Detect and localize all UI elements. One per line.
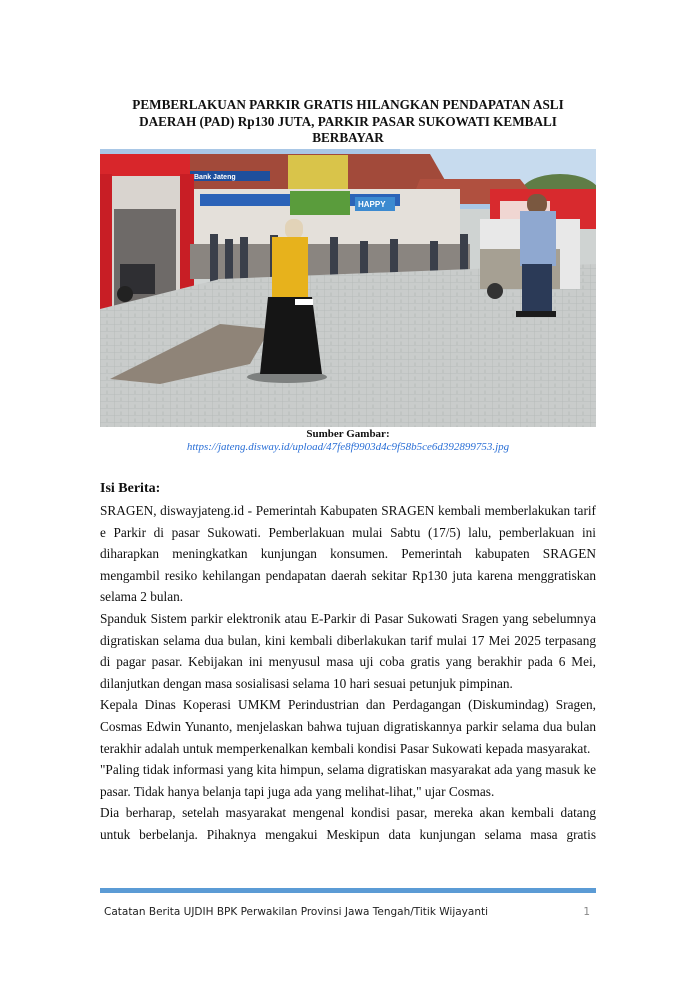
- image-source-link[interactable]: https://jateng.disway.id/upload/47fe8f9903d4c9f58b5ce6d392899753.jpg: [186, 441, 510, 453]
- paragraph: "Paling tidak informasi yang kita himpun, selama digratiskan masyarakat ada yang masuk ke pasar. Tidak hanya belanja tapi juga ada yang melihat-lihat," ujar Cosmas.: [100, 762, 596, 799]
- title-line-1: PEMBERLAKUAN PARKIR GRATIS HILANGKAN PENDAPATAN ASLI: [132, 97, 564, 112]
- footer-divider: [100, 888, 596, 893]
- news-photo: [100, 149, 596, 427]
- paragraph: Kepala Dinas Koperasi UMKM Perindustrian dan Perdagangan (Diskumindag) Sragen, Cosmas Edwin Yunanto, menjelaskan bahwa tujuan digratiskannya parkir selama dua bulan terakhir adalah untuk memperkenalkan kembali kondisi Pasar Sukowati kepada masyarakat.: [100, 697, 596, 756]
- title-line-3: BERBAYAR: [312, 130, 384, 145]
- footer-credit: Catatan Berita UJDIH BPK Perwakilan Provinsi Jawa Tengah/Titik Wijayanti: [104, 906, 489, 918]
- section-heading: Isi Berita:: [100, 481, 161, 496]
- article-title: [100, 97, 596, 147]
- image-source-label: Sumber Gambar:: [306, 428, 390, 440]
- article-body: [100, 500, 596, 846]
- shop-banner: [290, 191, 350, 215]
- title-line-2: DAERAH (PAD) Rp130 JUTA, PARKIR PASAR SUKOWATI KEMBALI: [139, 113, 557, 129]
- signboard-text: Bank Jateng: [194, 174, 236, 181]
- paragraph: Spanduk Sistem parkir elektronik atau E-Parkir di Pasar Sukowati Sragen yang sebelumnya digratiskan selama dua bulan, kini kembali diberlakukan tarif mulai 17 Mei 2025 terpasang di pagar pasar. Kebijakan ini menyusul masa uji coba gratis yang berakhir pada 6 Mei, dilanjutkan dengan masa sosialisasi selama 10 hari sesuai petunjuk pimpinan.: [100, 610, 596, 691]
- page-number: 1: [583, 906, 590, 918]
- paragraph: Dia berharap, setelah masyarakat mengenal kondisi pasar, mereka akan kembali datang untuk berbelanja. Pihaknya mengakui Meskipun data kunjungan selama masa gratis: [100, 805, 596, 842]
- paragraph: SRAGEN, diswayjateng.id - Pemerintah Kabupaten SRAGEN kembali memberlakukan tarif e Parkir di pasar Sukowati. Pemberlakuan mulai Sabtu (17/5) lalu, pemberlakuan ini diharapkan meningkatkan kunjungan konsumen. Pemerintah kabupaten SRAGEN mengambil resiko kehilangan pendapatan daerah sekitar Rp130 juta karena menggratiskan selama 2 bulan.: [100, 503, 596, 605]
- signboard-text: HAPPY: [358, 200, 386, 209]
